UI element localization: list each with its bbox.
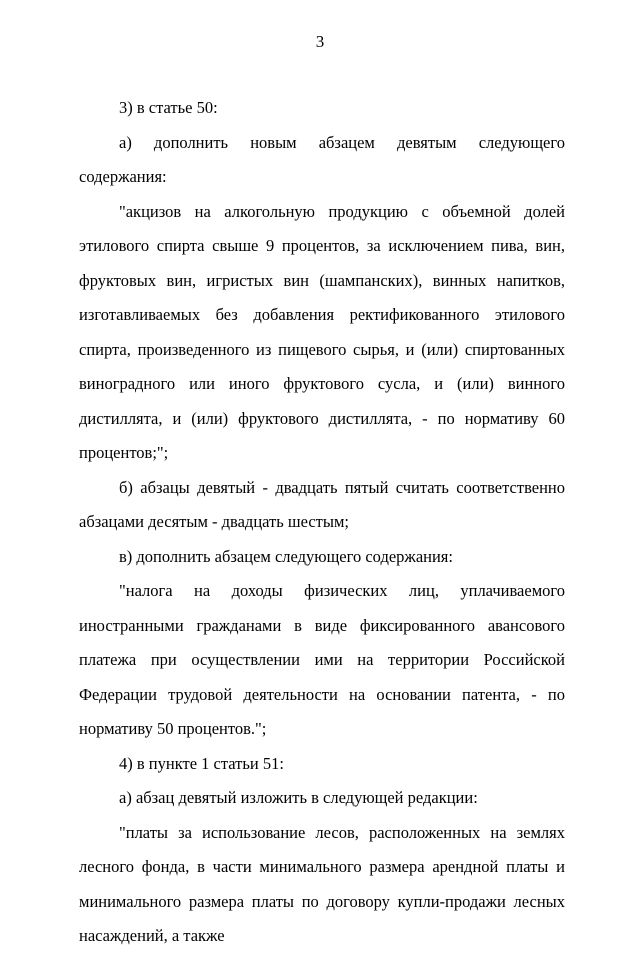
- paragraph-article-51-heading: 4) в пункте 1 статьи 51:: [119, 753, 284, 773]
- paragraph-article-50-heading: 3) в статье 50:: [119, 98, 218, 117]
- paragraph-item-a-add-ninth: а) дополнить новым абзацем девятым следующего содержания:: [79, 132, 565, 186]
- paragraph-item-a-ninth-edition: а) абзац девятый изложить в следующей редакции:: [119, 788, 478, 807]
- paragraph-excise-quote: "акцизов на алкогольную продукцию с объемной долей этилового спирта свыше 9 процентов, за исключением пива, вин, фруктовых вин, игристых вин (шампанских), винных напитков, изготавливаемых без добавления ректификованного этилового спирта, произведенного из пищевого сырья, и (или) спиртованных виноградного или иного фруктового сусла, и (или) винного дистиллята, и (или) фруктового дистиллята, - по нормативу 60 процентов;";: [79, 201, 565, 462]
- page-number: 3: [315, 32, 325, 51]
- paragraph-forest-payment-quote: "платы за использование лесов, расположенных на землях лесного фонда, в части минимального размера арендной платы и минимального размера платы по договору купли-продажи лесных насаждений, а также: [79, 822, 565, 945]
- paragraph-item-b-renumber: б) абзацы девятый - двадцать пятый считать соответственно абзацами десятым - двадцать шестым;: [79, 477, 565, 531]
- document-body: [79, 91, 565, 954]
- paragraph-item-v-add: в) дополнить абзацем следующего содержания:: [119, 546, 453, 566]
- paragraph-income-tax-quote: "налога на доходы физических лиц, уплачиваемого иностранными гражданами в виде фиксированного авансового платежа при осуществлении ими на территории Российской Федерации трудовой деятельности на основании патента, - по нормативу 50 процентов.";: [79, 581, 565, 738]
